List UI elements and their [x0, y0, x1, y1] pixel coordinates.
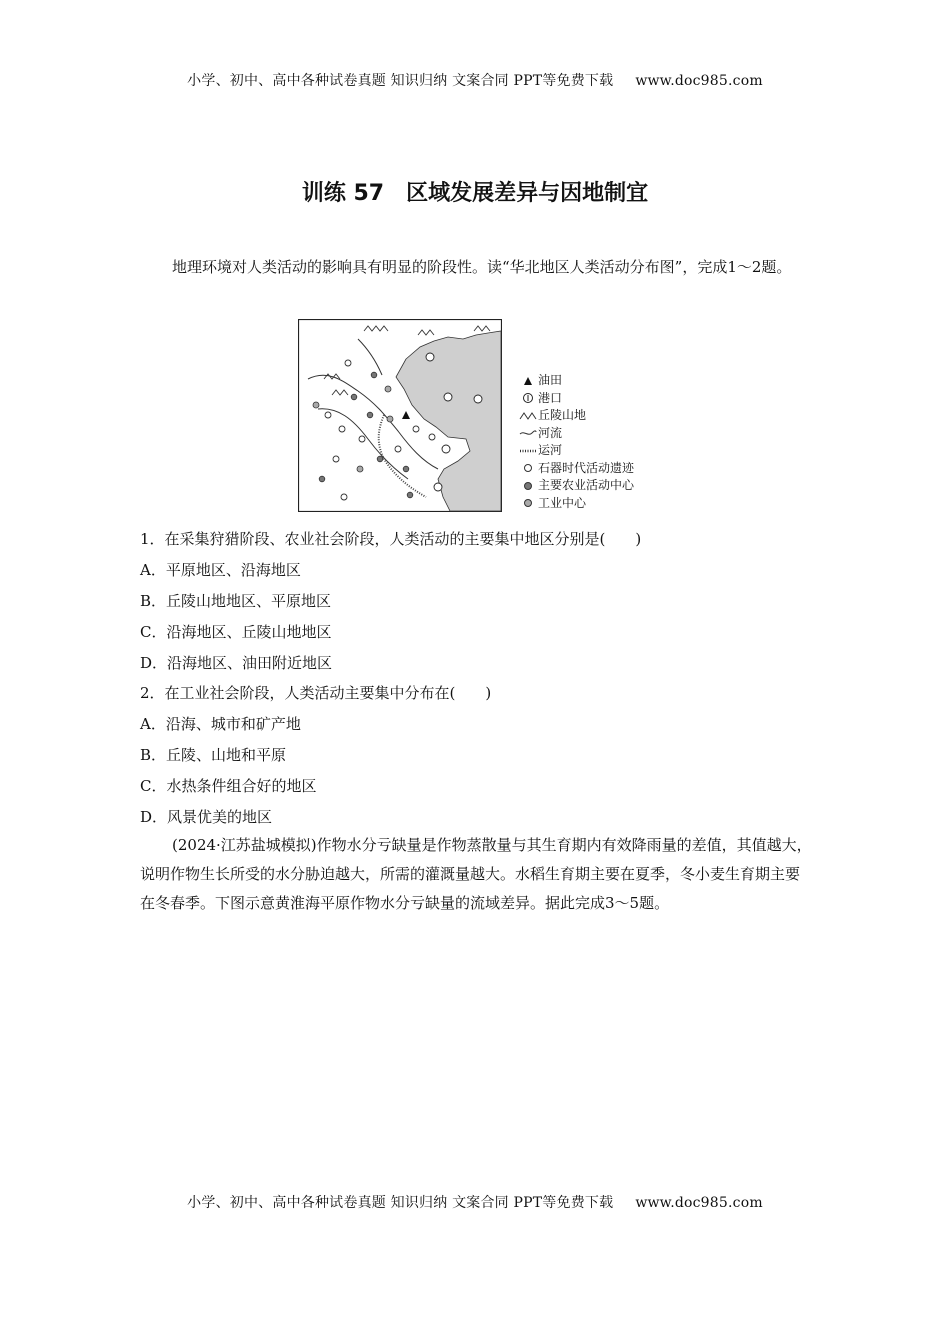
legend-label: 工业中心 — [538, 495, 587, 510]
map-legend — [518, 372, 634, 512]
legend-label: 主要农业活动中心 — [538, 478, 635, 492]
legend-item — [518, 477, 634, 495]
question-1-option-d[interactable]: D．沿海地区、油田附近地区 — [140, 654, 333, 672]
legend-item — [518, 442, 634, 460]
north-china-activity-map — [298, 319, 502, 512]
legend-label: 油田 — [538, 373, 563, 387]
question-1-option-b[interactable]: B．丘陵山地地区、平原地区 — [140, 592, 332, 610]
question-1-stem: 1．在采集狩猎阶段、农业社会阶段，人类活动的主要集中地区分别是( ) — [140, 530, 642, 548]
page-footer — [0, 1192, 950, 1212]
legend-label: 河流 — [538, 425, 563, 440]
page-title — [0, 176, 950, 207]
oilfield-icon — [523, 376, 533, 386]
stone-age-site-icon — [523, 463, 533, 473]
page-header — [0, 70, 950, 90]
legend-item — [518, 425, 634, 443]
header-text: 小学、初中、高中各种试卷真题 知识归纳 文案合同 PPT等免费下载 — [187, 73, 614, 89]
question-2-stem: 2．在工业社会阶段，人类活动主要集中分布在( ) — [140, 684, 492, 702]
title-number: 训练 57 — [301, 181, 385, 206]
canal-icon — [519, 446, 537, 456]
legend-label: 运河 — [538, 443, 563, 457]
river-icon — [519, 428, 537, 438]
title-text: 区域发展差异与因地制宜 — [406, 181, 649, 206]
intro-paragraph: 地理环境对人类活动的影响具有明显的阶段性。读“华北地区人类活动分布图”，完成1～2题。 — [172, 258, 792, 276]
question-1-option-c[interactable]: C．沿海地区、丘陵山地地区 — [140, 623, 332, 641]
port-icon — [522, 392, 534, 404]
question-2-option-c[interactable]: C．水热条件组合好的地区 — [140, 777, 317, 795]
legend-item — [518, 460, 634, 478]
agriculture-center-icon — [523, 481, 533, 491]
question-2-option-a[interactable]: A．沿海、城市和矿产地 — [140, 715, 301, 733]
question-2-option-b[interactable]: B．丘陵、山地和平原 — [140, 746, 287, 764]
industry-center-icon — [523, 498, 533, 508]
legend-item — [518, 390, 634, 408]
legend-label: 石器时代活动遗迹 — [538, 460, 635, 475]
legend-label: 港口 — [538, 390, 563, 405]
passage-2-paragraph: (2024·江苏盐城模拟)作物水分亏缺量是作物蒸散量与其生育期内有效降雨量的差值，其值越大，说明作物生长所受的水分胁迫越大，所需的灌溉量越大。水稻生育期主要在夏季，冬小麦生育期主要在冬春季。下图示意黄淮海平原作物水分亏缺量的流域差异。据此完成3～5题。 — [140, 836, 812, 912]
legend-label: 丘陵山地 — [538, 408, 587, 422]
header-site-link[interactable]: www.doc985.com — [635, 73, 763, 89]
question-2-option-d[interactable]: D．风景优美的地区 — [140, 808, 273, 826]
legend-item — [518, 372, 634, 390]
legend-item — [518, 495, 634, 513]
legend-item — [518, 407, 634, 425]
question-1-option-a[interactable]: A．平原地区、沿海地区 — [140, 561, 301, 579]
hills-icon — [519, 411, 537, 421]
footer-site-link[interactable]: www.doc985.com — [635, 1195, 763, 1211]
footer-text: 小学、初中、高中各种试卷真题 知识归纳 文案合同 PPT等免费下载 — [187, 1195, 614, 1211]
